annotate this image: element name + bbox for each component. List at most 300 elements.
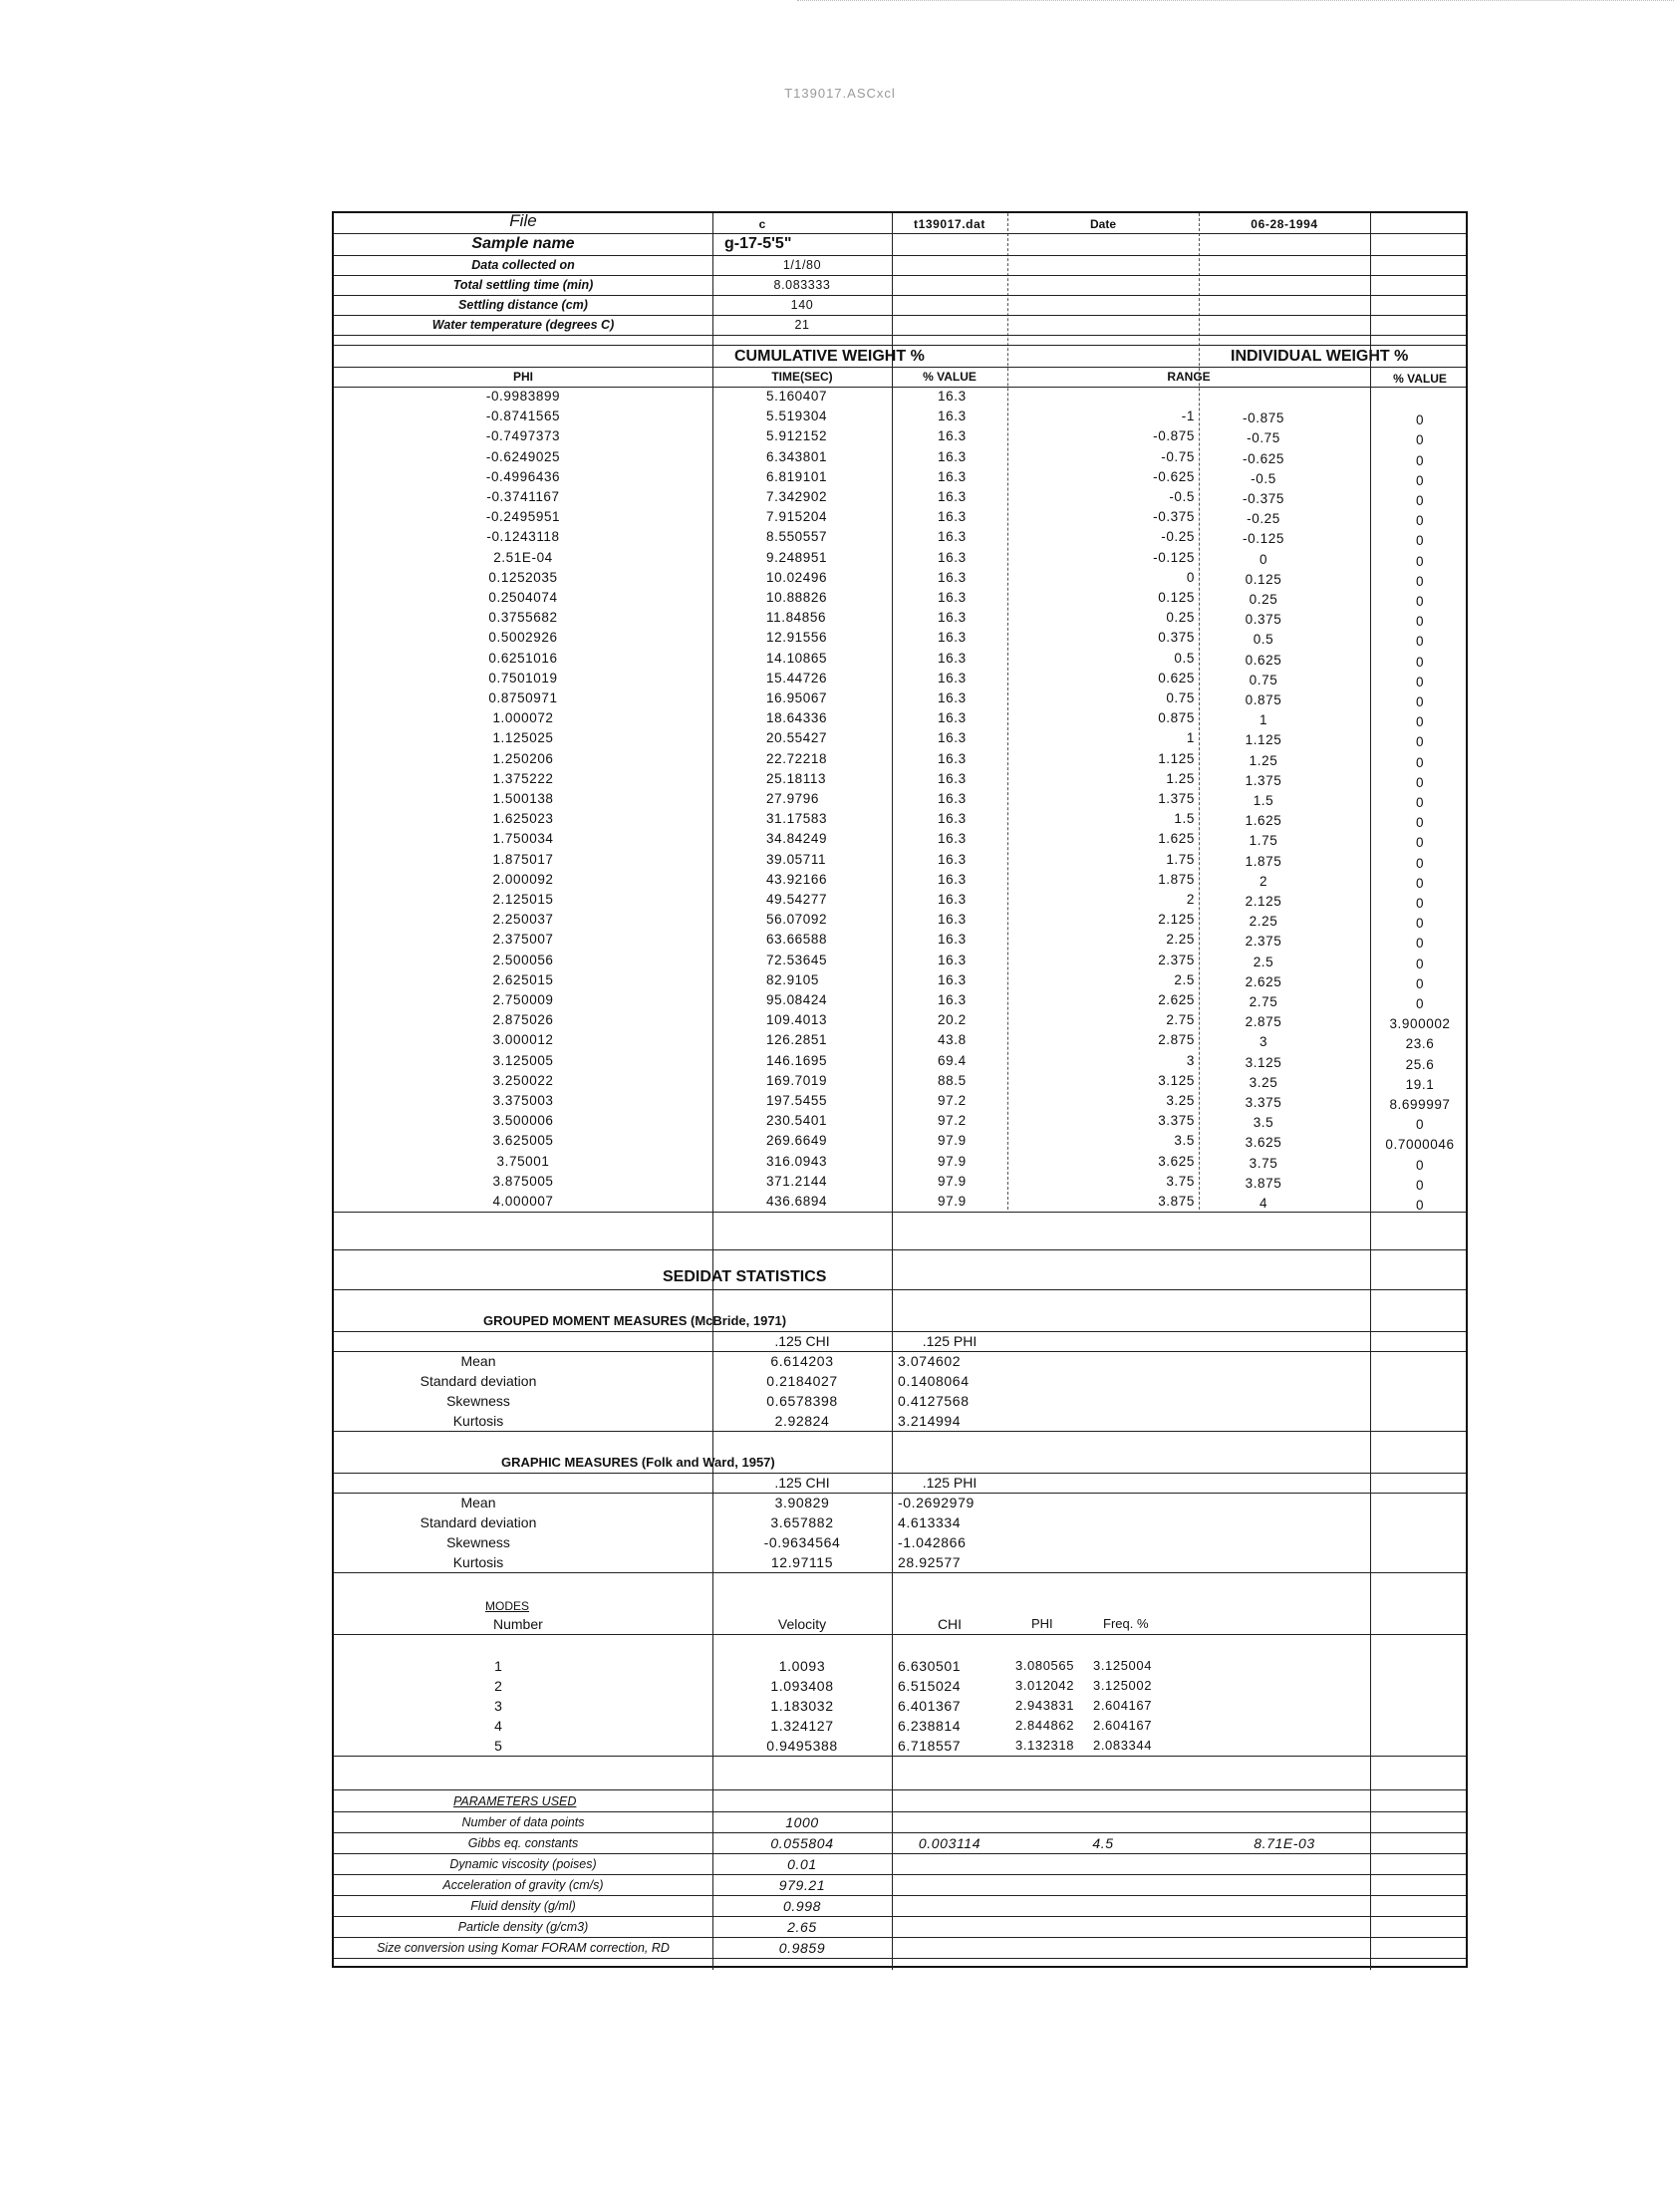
range-to: 0.5 — [1253, 632, 1274, 648]
range-to: 2 — [1259, 873, 1268, 889]
phi-value: 1.500138 — [492, 791, 554, 806]
mode-phi: 2.943831 — [1015, 1698, 1075, 1713]
mode-row — [334, 1696, 1466, 1716]
pct-value: 97.2 — [938, 1113, 967, 1129]
time-value: 15.44726 — [766, 670, 828, 685]
individual-row — [334, 1154, 1466, 1174]
range-from: 0.75 — [1166, 690, 1195, 705]
meta-value: 140 — [790, 298, 814, 312]
range-to: 2.125 — [1245, 894, 1282, 909]
individual-pct: 0 — [1415, 1177, 1425, 1193]
mode-velocity: 1.324127 — [770, 1718, 834, 1734]
pct-value: 16.3 — [938, 409, 967, 424]
individual-row — [334, 550, 1466, 570]
pct-value: 16.3 — [938, 448, 967, 464]
param-row — [334, 1895, 1466, 1917]
pct-value: 16.3 — [938, 971, 967, 987]
phi-value: 1.125025 — [492, 730, 554, 746]
phi-value: 2.750009 — [492, 992, 554, 1007]
individual-pct: 0 — [1415, 553, 1425, 569]
range-to: -0.75 — [1247, 430, 1280, 446]
pct-value: 16.3 — [938, 952, 967, 967]
range-from: 2.5 — [1174, 971, 1195, 987]
individual-pct: 25.6 — [1405, 1056, 1435, 1072]
graphic-chi: 3.90829 — [774, 1495, 830, 1510]
individual-pct: 0 — [1415, 875, 1425, 891]
time-value: 12.91556 — [766, 630, 828, 646]
individual-row — [334, 1133, 1466, 1153]
individual-pct: 0 — [1415, 754, 1425, 770]
range-from: 2.25 — [1166, 932, 1195, 948]
range-from: 3.375 — [1158, 1113, 1195, 1129]
mode-chi: 6.718557 — [898, 1738, 962, 1754]
individual-row — [334, 1093, 1466, 1113]
phi-header: PHI — [512, 370, 533, 384]
range-from: 3.25 — [1166, 1093, 1195, 1108]
range-from: 2 — [1186, 892, 1195, 907]
phi-value: 0.7501019 — [488, 670, 558, 685]
individual-row — [334, 690, 1466, 710]
time-value: 5.912152 — [766, 428, 828, 444]
meta-row — [334, 295, 1466, 316]
phi-value: 3.875005 — [492, 1173, 554, 1189]
range-from: 0.625 — [1158, 670, 1195, 685]
time-value: 316.0943 — [766, 1153, 828, 1169]
data-row — [334, 387, 1466, 407]
individual-pct: 8.699997 — [1389, 1097, 1451, 1112]
phi-value: 3.625005 — [492, 1133, 554, 1149]
spacer-row — [334, 1634, 1466, 1656]
individual-pct: 0 — [1415, 1198, 1425, 1213]
phi-value: 2.51E-04 — [493, 549, 553, 565]
moment-chi: 0.6578398 — [766, 1393, 838, 1409]
moment-label: Skewness — [446, 1393, 510, 1409]
range-to: 1.125 — [1245, 732, 1282, 748]
individual-pct: 0 — [1415, 815, 1425, 831]
pct-value: 16.3 — [938, 831, 967, 847]
individual-row — [334, 811, 1466, 831]
range-header: RANGE — [1167, 370, 1211, 384]
phi-value: 2.125015 — [492, 892, 554, 907]
param-label: Gibbs eq. constants — [467, 1836, 579, 1850]
meta-row — [334, 275, 1466, 296]
mode-row — [334, 1676, 1466, 1696]
time-value: 95.08424 — [766, 992, 828, 1007]
range-to: 2.875 — [1245, 1014, 1282, 1030]
individual-row — [334, 1073, 1466, 1093]
time-value: 10.88826 — [766, 590, 828, 605]
moment-phi: 3.214994 — [898, 1413, 962, 1429]
pct-value: 97.9 — [938, 1194, 967, 1209]
graphic-phi: 28.92577 — [898, 1554, 962, 1570]
individual-row — [334, 428, 1466, 448]
phi-value: 2.000092 — [492, 871, 554, 887]
graphic-chi: -0.9634564 — [763, 1534, 841, 1550]
individual-pct: 0 — [1415, 674, 1425, 689]
parameters-title-row — [334, 1789, 1466, 1812]
pct-value: 16.3 — [938, 670, 967, 685]
individual-pct: 0.7000046 — [1385, 1137, 1455, 1153]
param-label: Dynamic viscosity (poises) — [449, 1857, 597, 1871]
individual-pct: 0 — [1415, 774, 1425, 790]
mode-chi: 6.238814 — [898, 1718, 962, 1734]
meta-label: Data collected on — [471, 258, 575, 272]
mode-chi: 6.630501 — [898, 1658, 962, 1674]
individual-pct: 0 — [1415, 634, 1425, 650]
pct-value: 16.3 — [938, 529, 967, 545]
individual-row — [334, 1053, 1466, 1073]
time-value: 82.9105 — [766, 971, 819, 987]
mode-number: 3 — [494, 1698, 502, 1714]
param-value-4: 8.71E-03 — [1254, 1835, 1315, 1851]
modes-phi-header: PHI — [1031, 1616, 1053, 1631]
individual-row — [334, 529, 1466, 549]
moment-title-row — [334, 1309, 1466, 1332]
range-from: -0.5 — [1169, 489, 1195, 504]
mode-phi: 3.080565 — [1015, 1658, 1075, 1673]
time-value: 18.64336 — [766, 710, 828, 726]
individual-row — [334, 489, 1466, 509]
meta-value: 8.083333 — [773, 278, 831, 292]
moment-col-chi: .125 CHI — [774, 1333, 830, 1349]
phi-value: 3.250022 — [492, 1072, 554, 1088]
graphic-chi: 3.657882 — [770, 1514, 834, 1530]
range-from: 0.375 — [1158, 630, 1195, 646]
pct-value: 16.3 — [938, 992, 967, 1007]
time-value: 197.5455 — [766, 1093, 828, 1108]
individual-row — [334, 1012, 1466, 1032]
pct-value: 88.5 — [938, 1072, 967, 1088]
pct-value: 16.3 — [938, 549, 967, 565]
range-to: 3.25 — [1249, 1074, 1278, 1090]
individual-pct: 23.6 — [1405, 1036, 1435, 1052]
range-from: 2.125 — [1158, 912, 1195, 928]
pct-value: 16.3 — [938, 871, 967, 887]
phi-value: 3.500006 — [492, 1113, 554, 1129]
param-value-1: 0.998 — [782, 1898, 822, 1914]
param-label: Fluid density (g/ml) — [470, 1899, 576, 1913]
param-value-1: 0.9859 — [778, 1940, 826, 1956]
phi-value: 2.500056 — [492, 952, 554, 967]
mode-freq: 2.604167 — [1093, 1698, 1153, 1713]
spacer-row — [334, 1289, 1466, 1309]
time-value: 14.10865 — [766, 650, 828, 666]
phi-value: 2.875026 — [492, 1012, 554, 1028]
phi-value: 4.000007 — [492, 1194, 554, 1209]
mode-number: 5 — [494, 1738, 502, 1754]
range-from: -0.25 — [1161, 529, 1195, 545]
time-value: 22.72218 — [766, 750, 828, 766]
graphic-row — [334, 1512, 1466, 1532]
cumulative-header: CUMULATIVE WEIGHT % — [734, 348, 925, 365]
pct-value: 16.3 — [938, 750, 967, 766]
mode-freq: 2.604167 — [1093, 1718, 1153, 1733]
range-from: 2.625 — [1158, 992, 1195, 1007]
statistics-title: SEDIDAT STATISTICS — [663, 1268, 827, 1285]
pct-value: 97.9 — [938, 1173, 967, 1189]
phi-value: -0.3741167 — [486, 489, 560, 504]
pct-value: 97.9 — [938, 1153, 967, 1169]
individual-pct: 0 — [1415, 694, 1425, 709]
individual-pct: 19.1 — [1405, 1076, 1435, 1092]
individual-pct: 0 — [1415, 975, 1425, 991]
mode-velocity: 1.0093 — [778, 1658, 826, 1674]
range-to: 3.75 — [1249, 1155, 1278, 1171]
time-value: 230.5401 — [766, 1113, 828, 1129]
parameters-title: PARAMETERS USED — [453, 1794, 577, 1808]
range-from: 1.125 — [1158, 750, 1195, 766]
individual-row — [334, 409, 1466, 428]
range-to: 4 — [1259, 1196, 1268, 1211]
individual-pct: 0 — [1415, 855, 1425, 871]
phi-value: -0.7497373 — [485, 428, 561, 444]
individual-pct: 0 — [1415, 573, 1425, 589]
individual-pct: 0 — [1415, 654, 1425, 670]
graphic-row — [334, 1552, 1466, 1573]
individual-pct: 0 — [1415, 1157, 1425, 1173]
file-name: t139017.dat — [914, 217, 985, 231]
time-value: 63.66588 — [766, 932, 828, 948]
phi-value: 1.375222 — [492, 770, 554, 786]
param-label: Number of data points — [461, 1815, 585, 1829]
range-to: 3.125 — [1245, 1054, 1282, 1070]
pct-value: 16.3 — [938, 730, 967, 746]
phi-value: 2.625015 — [492, 971, 554, 987]
meta-label: Settling distance (cm) — [458, 298, 588, 312]
pct-value: 16.3 — [938, 851, 967, 867]
individual-row — [334, 651, 1466, 671]
mode-velocity: 0.9495388 — [766, 1738, 838, 1754]
phi-value: -0.2495951 — [485, 509, 561, 525]
graphic-phi: 4.613334 — [898, 1514, 962, 1530]
time-value: 371.2144 — [766, 1173, 828, 1189]
individual-pct: 0 — [1415, 472, 1425, 488]
pct-value: 16.3 — [938, 590, 967, 605]
range-to: 0 — [1259, 551, 1268, 567]
pct-value: 16.3 — [938, 389, 967, 404]
spacer-row — [334, 1212, 1466, 1250]
individual-row — [334, 1032, 1466, 1052]
individual-row — [334, 671, 1466, 690]
individual-pct: 0 — [1415, 714, 1425, 730]
mode-chi: 6.401367 — [898, 1698, 962, 1714]
moment-chi: 6.614203 — [770, 1353, 834, 1369]
param-row — [334, 1916, 1466, 1938]
time-header: TIME(SEC) — [771, 370, 833, 384]
ind-pct-header: % VALUE — [1393, 372, 1447, 386]
range-to: 3.875 — [1245, 1175, 1282, 1191]
mode-freq: 2.083344 — [1093, 1738, 1153, 1753]
individual-pct: 0 — [1415, 614, 1425, 630]
range-to: 2.625 — [1245, 973, 1282, 989]
param-value-1: 2.65 — [787, 1919, 817, 1935]
graphic-label: Kurtosis — [452, 1554, 504, 1570]
mode-number: 2 — [494, 1678, 502, 1694]
range-from: 0 — [1186, 569, 1195, 585]
time-value: 43.92166 — [766, 871, 828, 887]
pct-value: 43.8 — [938, 1032, 967, 1048]
moment-phi: 3.074602 — [898, 1353, 962, 1369]
pct-value: 16.3 — [938, 650, 967, 666]
param-value-2: 0.003114 — [918, 1835, 981, 1851]
range-from: -1 — [1181, 409, 1195, 424]
pct-value: 16.3 — [938, 489, 967, 504]
meta-row — [334, 315, 1466, 336]
moment-label: Mean — [460, 1353, 496, 1369]
sample-label: Sample name — [471, 235, 575, 252]
time-value: 56.07092 — [766, 912, 828, 928]
range-to: -0.5 — [1251, 470, 1276, 486]
range-to: 3.375 — [1245, 1095, 1282, 1110]
mode-phi: 3.132318 — [1015, 1738, 1075, 1753]
individual-pct: 0 — [1415, 412, 1425, 428]
file-row — [334, 213, 1466, 234]
individual-row — [334, 791, 1466, 811]
individual-pct: 3.900002 — [1389, 1016, 1451, 1032]
individual-row — [334, 992, 1466, 1012]
moment-chi: 2.92824 — [774, 1413, 830, 1429]
range-from: -0.375 — [1153, 509, 1195, 525]
param-row — [334, 1853, 1466, 1875]
time-value: 8.550557 — [766, 529, 828, 545]
time-value: 10.02496 — [766, 569, 828, 585]
mode-freq: 3.125004 — [1093, 1658, 1153, 1673]
range-from: 3.5 — [1174, 1133, 1195, 1149]
modes-title: MODES — [485, 1599, 530, 1613]
range-from: 2.375 — [1158, 952, 1195, 967]
range-from: 1.25 — [1166, 770, 1195, 786]
range-from: 1.75 — [1166, 851, 1195, 867]
pct-value: 16.3 — [938, 710, 967, 726]
meta-row — [334, 255, 1466, 276]
range-to: 1.875 — [1245, 853, 1282, 869]
stats-title-row — [334, 1249, 1466, 1290]
meta-value: 21 — [794, 318, 810, 332]
range-from: 1.375 — [1158, 791, 1195, 806]
phi-value: 1.250206 — [492, 750, 554, 766]
graphic-title: GRAPHIC MEASURES (Folk and Ward, 1957) — [501, 1455, 775, 1470]
range-to: 2.75 — [1249, 994, 1278, 1009]
individual-row — [334, 570, 1466, 590]
phi-value: -0.6249025 — [485, 448, 561, 464]
pct-value: 16.3 — [938, 912, 967, 928]
param-row — [334, 1811, 1466, 1833]
param-label: Size conversion using Komar FORAM correction, RD — [377, 1941, 670, 1955]
range-to: -0.375 — [1243, 491, 1284, 506]
moment-title: GROUPED MOMENT MEASURES (McBride, 1971) — [483, 1313, 787, 1328]
pct-value: 16.3 — [938, 791, 967, 806]
individual-pct: 0 — [1415, 896, 1425, 911]
phi-value: 2.375007 — [492, 932, 554, 948]
pct-value: 16.3 — [938, 630, 967, 646]
pct-value: 16.3 — [938, 770, 967, 786]
param-value-1: 0.01 — [787, 1856, 817, 1872]
param-value-1: 0.055804 — [770, 1835, 834, 1851]
mode-velocity: 1.183032 — [770, 1698, 834, 1714]
date-label: Date — [1089, 217, 1116, 231]
meta-label: Total settling time (min) — [452, 278, 594, 292]
time-value: 7.915204 — [766, 509, 828, 525]
pct-value: 20.2 — [938, 1012, 967, 1028]
range-from: 3 — [1186, 1052, 1195, 1068]
weight-header-row — [334, 345, 1466, 368]
phi-value: 1.750034 — [492, 831, 554, 847]
individual-row — [334, 972, 1466, 992]
moment-col-row — [334, 1331, 1466, 1352]
phi-value: 3.375003 — [492, 1093, 554, 1108]
range-to: 0.75 — [1249, 672, 1278, 687]
phi-value: -0.8741565 — [485, 409, 561, 424]
range-from: 2.875 — [1158, 1032, 1195, 1048]
pct-value: 16.3 — [938, 569, 967, 585]
moment-phi: 0.4127568 — [898, 1393, 970, 1409]
moment-label: Standard deviation — [420, 1373, 537, 1389]
individual-header: INDIVIDUAL WEIGHT % — [1231, 348, 1409, 365]
spacer-row — [334, 1572, 1466, 1592]
mode-row — [334, 1736, 1466, 1757]
individual-pct: 0 — [1415, 835, 1425, 851]
moment-row — [334, 1351, 1466, 1371]
time-value: 7.342902 — [766, 489, 828, 504]
phi-value: -0.4996436 — [485, 468, 561, 484]
range-to: 3 — [1259, 1034, 1268, 1050]
mode-velocity: 1.093408 — [770, 1678, 834, 1694]
mode-row — [334, 1716, 1466, 1736]
individual-row — [334, 872, 1466, 892]
time-value: 49.54277 — [766, 892, 828, 907]
individual-row — [334, 610, 1466, 630]
column-header-row — [334, 367, 1466, 388]
time-value: 126.2851 — [766, 1032, 828, 1048]
meta-value: 1/1/80 — [782, 258, 822, 272]
mode-number: 1 — [494, 1658, 502, 1674]
range-to: 1.375 — [1245, 772, 1282, 788]
sample-row — [334, 233, 1466, 256]
graphic-chi: 12.97115 — [770, 1554, 834, 1570]
individual-pct: 0 — [1415, 956, 1425, 971]
range-to: -0.625 — [1243, 450, 1284, 466]
individual-row — [334, 1113, 1466, 1133]
individual-row — [334, 932, 1466, 952]
file-c: c — [758, 217, 766, 231]
individual-pct: 0 — [1415, 594, 1425, 609]
pct-value: 16.3 — [938, 932, 967, 948]
document-title: T139017.ASCxcl — [784, 86, 896, 101]
time-value: 39.05711 — [766, 851, 827, 867]
modes-number-header: Number — [493, 1616, 543, 1632]
modes-header-row — [334, 1599, 1466, 1635]
time-value: 25.18113 — [766, 770, 827, 786]
range-from: 1.625 — [1158, 831, 1195, 847]
individual-pct: 0 — [1415, 513, 1425, 529]
param-value-3: 4.5 — [1092, 1835, 1114, 1851]
range-from: 0.125 — [1158, 590, 1195, 605]
range-from: 0.875 — [1158, 710, 1195, 726]
individual-row — [334, 449, 1466, 469]
mode-row — [334, 1656, 1466, 1676]
individual-row — [334, 953, 1466, 972]
scan-artifact-line — [797, 0, 1674, 1]
moment-chi: 0.2184027 — [766, 1373, 838, 1389]
range-from: 0.5 — [1174, 650, 1195, 666]
pct-value: 97.9 — [938, 1133, 967, 1149]
range-from: -0.75 — [1161, 448, 1195, 464]
individual-pct: 0 — [1415, 795, 1425, 810]
range-from: -0.625 — [1153, 468, 1195, 484]
time-value: 72.53645 — [766, 952, 828, 967]
individual-row — [334, 1194, 1466, 1214]
range-to: 3.5 — [1253, 1115, 1274, 1131]
